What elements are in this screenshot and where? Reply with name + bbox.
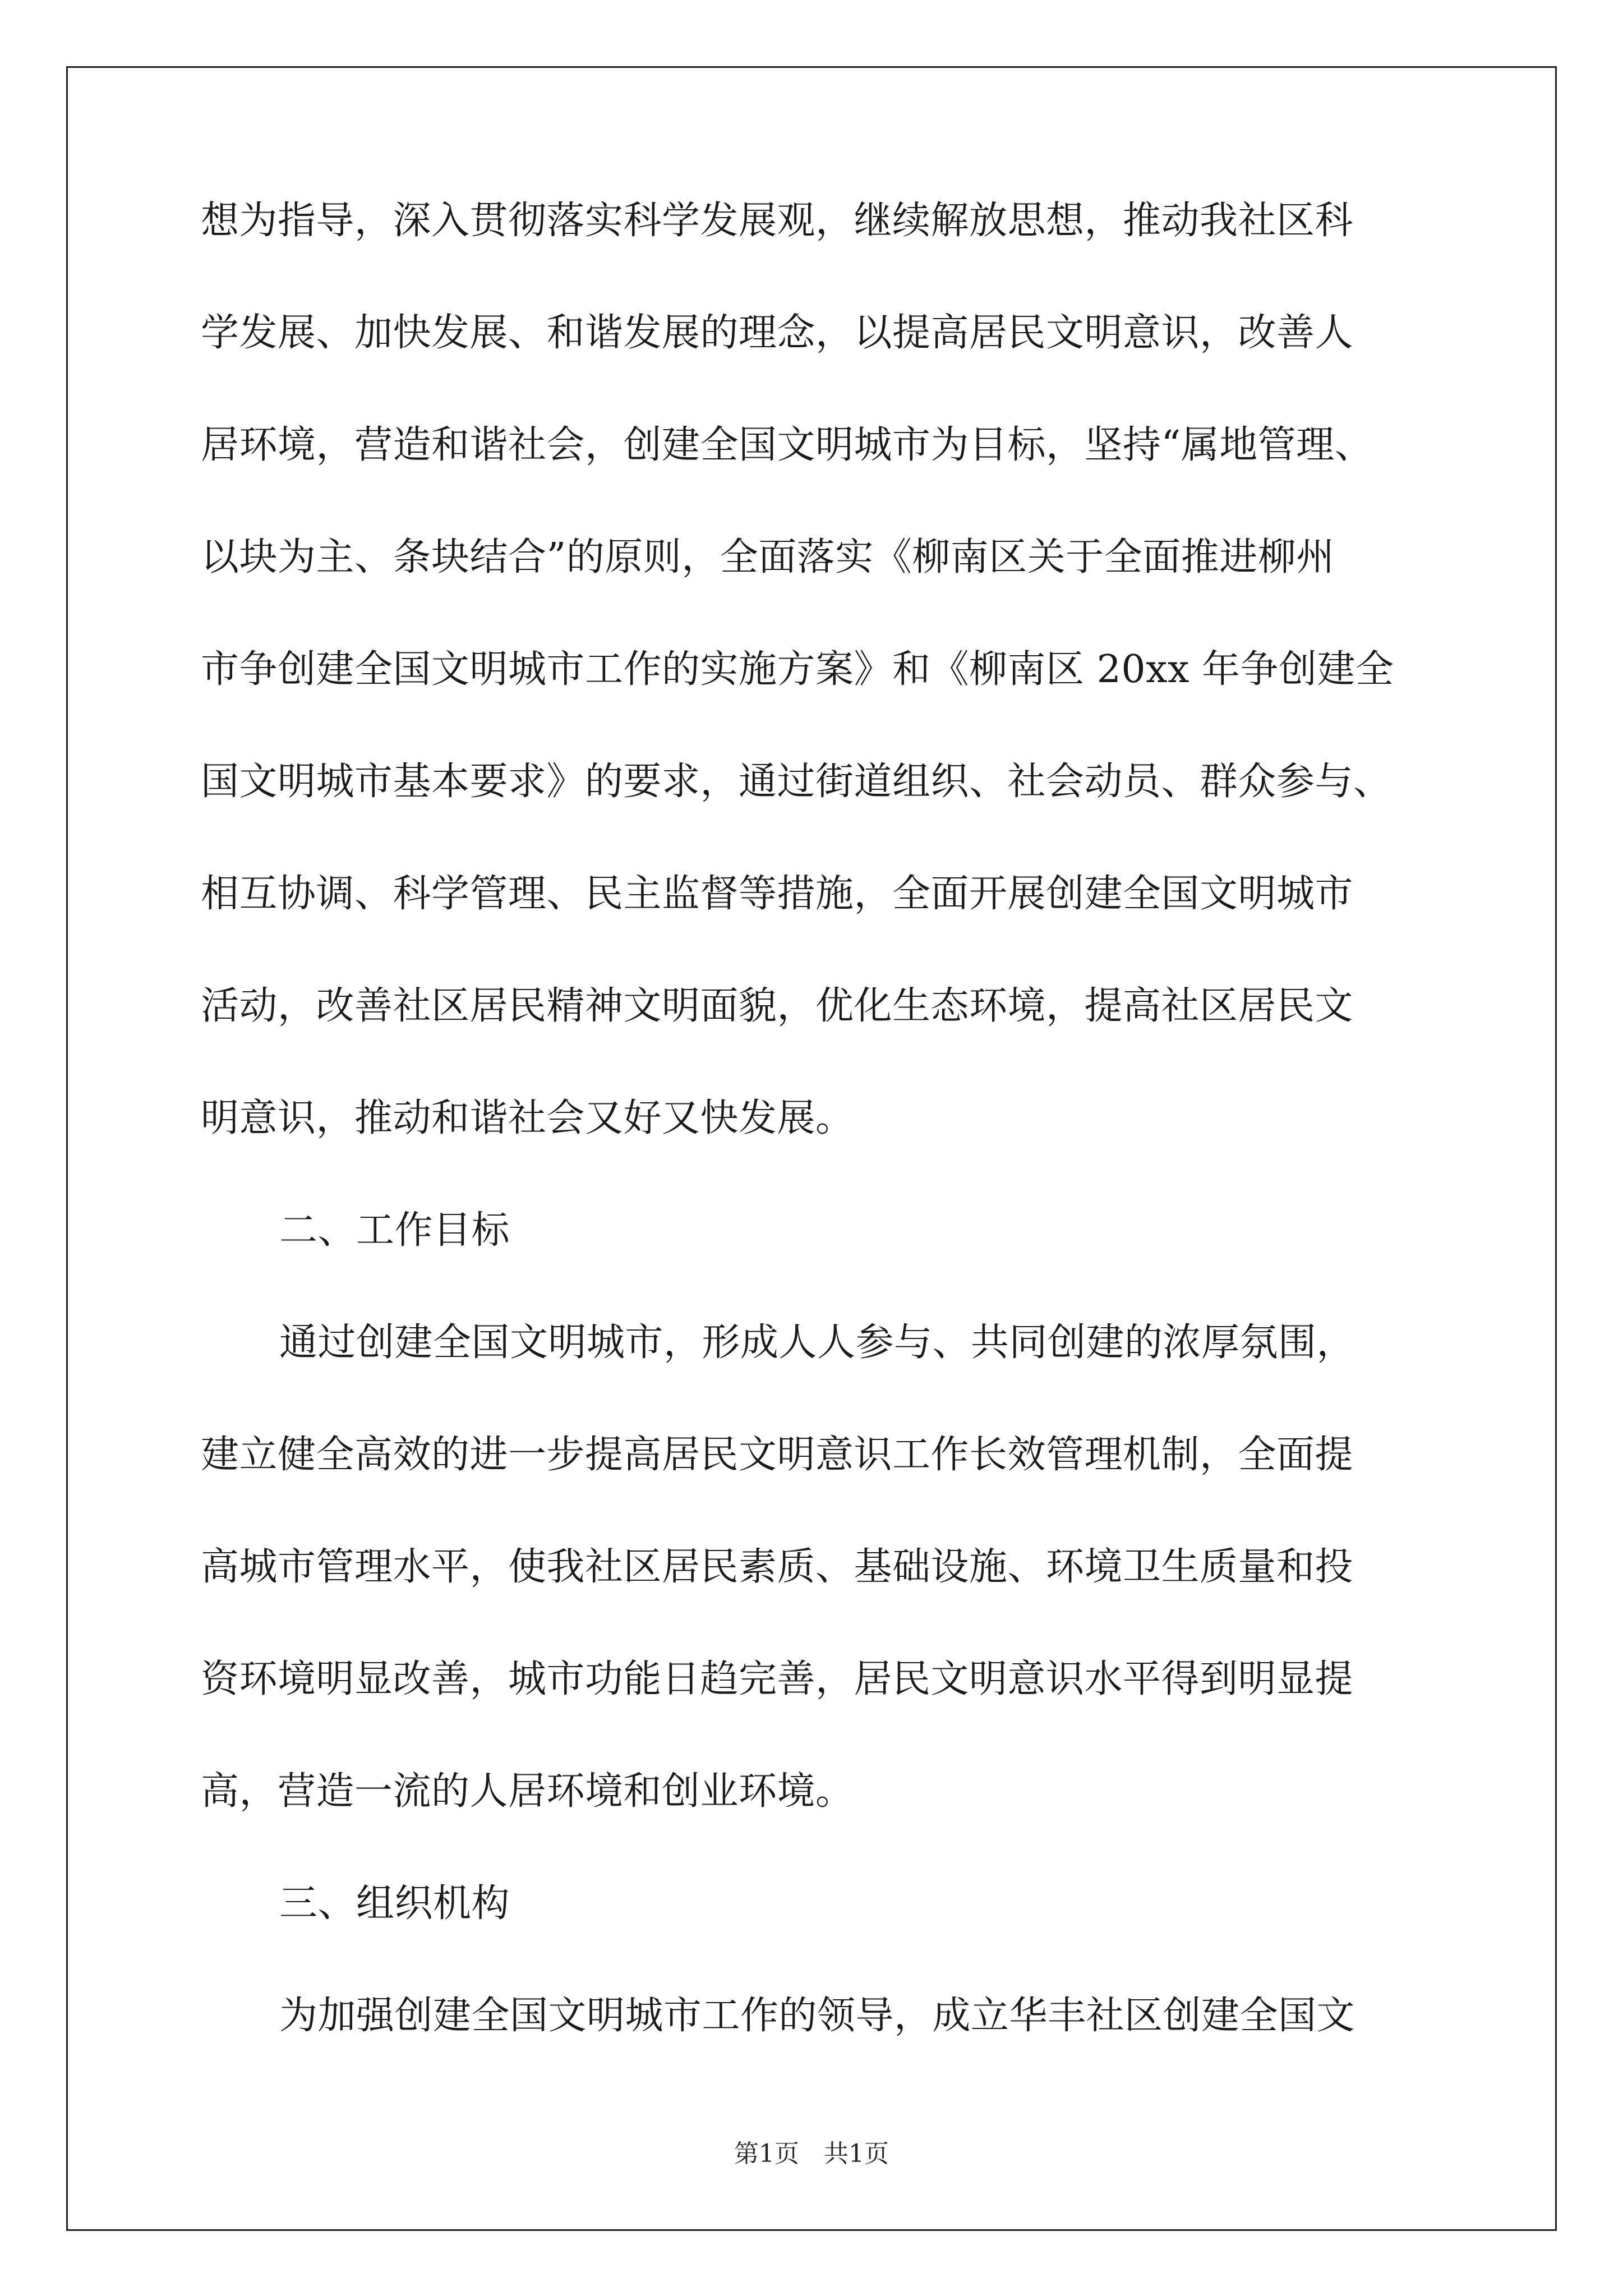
document-body [201,199,1446,2109]
paragraph-line: 高，营造一流的人居环境和创业环境。 [201,1769,854,1814]
paragraph-line: 市争创建全国文明城市工作的实施方案》和《柳南区 20xx 年争创建全 [201,647,1394,692]
paragraph-line: 资环境明显改善，城市功能日趋完善，居民文明意识水平得到明显提 [201,1657,1354,1701]
paragraph-line: 学发展、加快发展、和谐发展的理念，以提高居民文明意识，改善人 [201,311,1354,355]
page-number-footer: 第1页 共1页 [734,2139,889,2168]
paragraph-line: 活动，改善社区居民精神文明面貌，优化生态环境，提高社区居民文 [201,984,1354,1028]
paragraph-line: 高城市管理水平，使我社区居民素质、基础设施、环境卫生质量和投 [201,1545,1354,1589]
paragraph-line: 以块为主、条块结合”的原则，全面落实《柳南区关于全面推进柳州 [201,535,1335,579]
paragraph-line: 国文明城市基本要求》的要求，通过街道组织、社会动员、群众参与、 [201,760,1392,804]
paragraph-line: 通过创建全国文明城市，形成人人参与、共同创建的浓厚氛围， [279,1320,1355,1365]
paragraph-line: 建立健全高效的进一步提高居民文明意识工作长效管理机制，全面提 [201,1433,1354,1477]
paragraph-line: 明意识，推动和谐社会又好又快发展。 [201,1096,854,1140]
section-heading-goals: 二、工作目标 [279,1208,510,1253]
paragraph-line: 相互协调、科学管理、民主监督等措施，全面开展创建全国文明城市 [201,872,1354,916]
paragraph-line: 为加强创建全国文明城市工作的领导，成立华丰社区创建全国文 [279,1994,1355,2038]
paragraph-line: 居环境，营造和谐社会，创建全国文明城市为目标，坚持“属地管理、 [201,423,1373,467]
paragraph-line: 想为指导，深入贯彻落实科学发展观，继续解放思想，推动我社区科 [201,199,1354,243]
section-heading-organization: 三、组织机构 [279,1881,510,1926]
